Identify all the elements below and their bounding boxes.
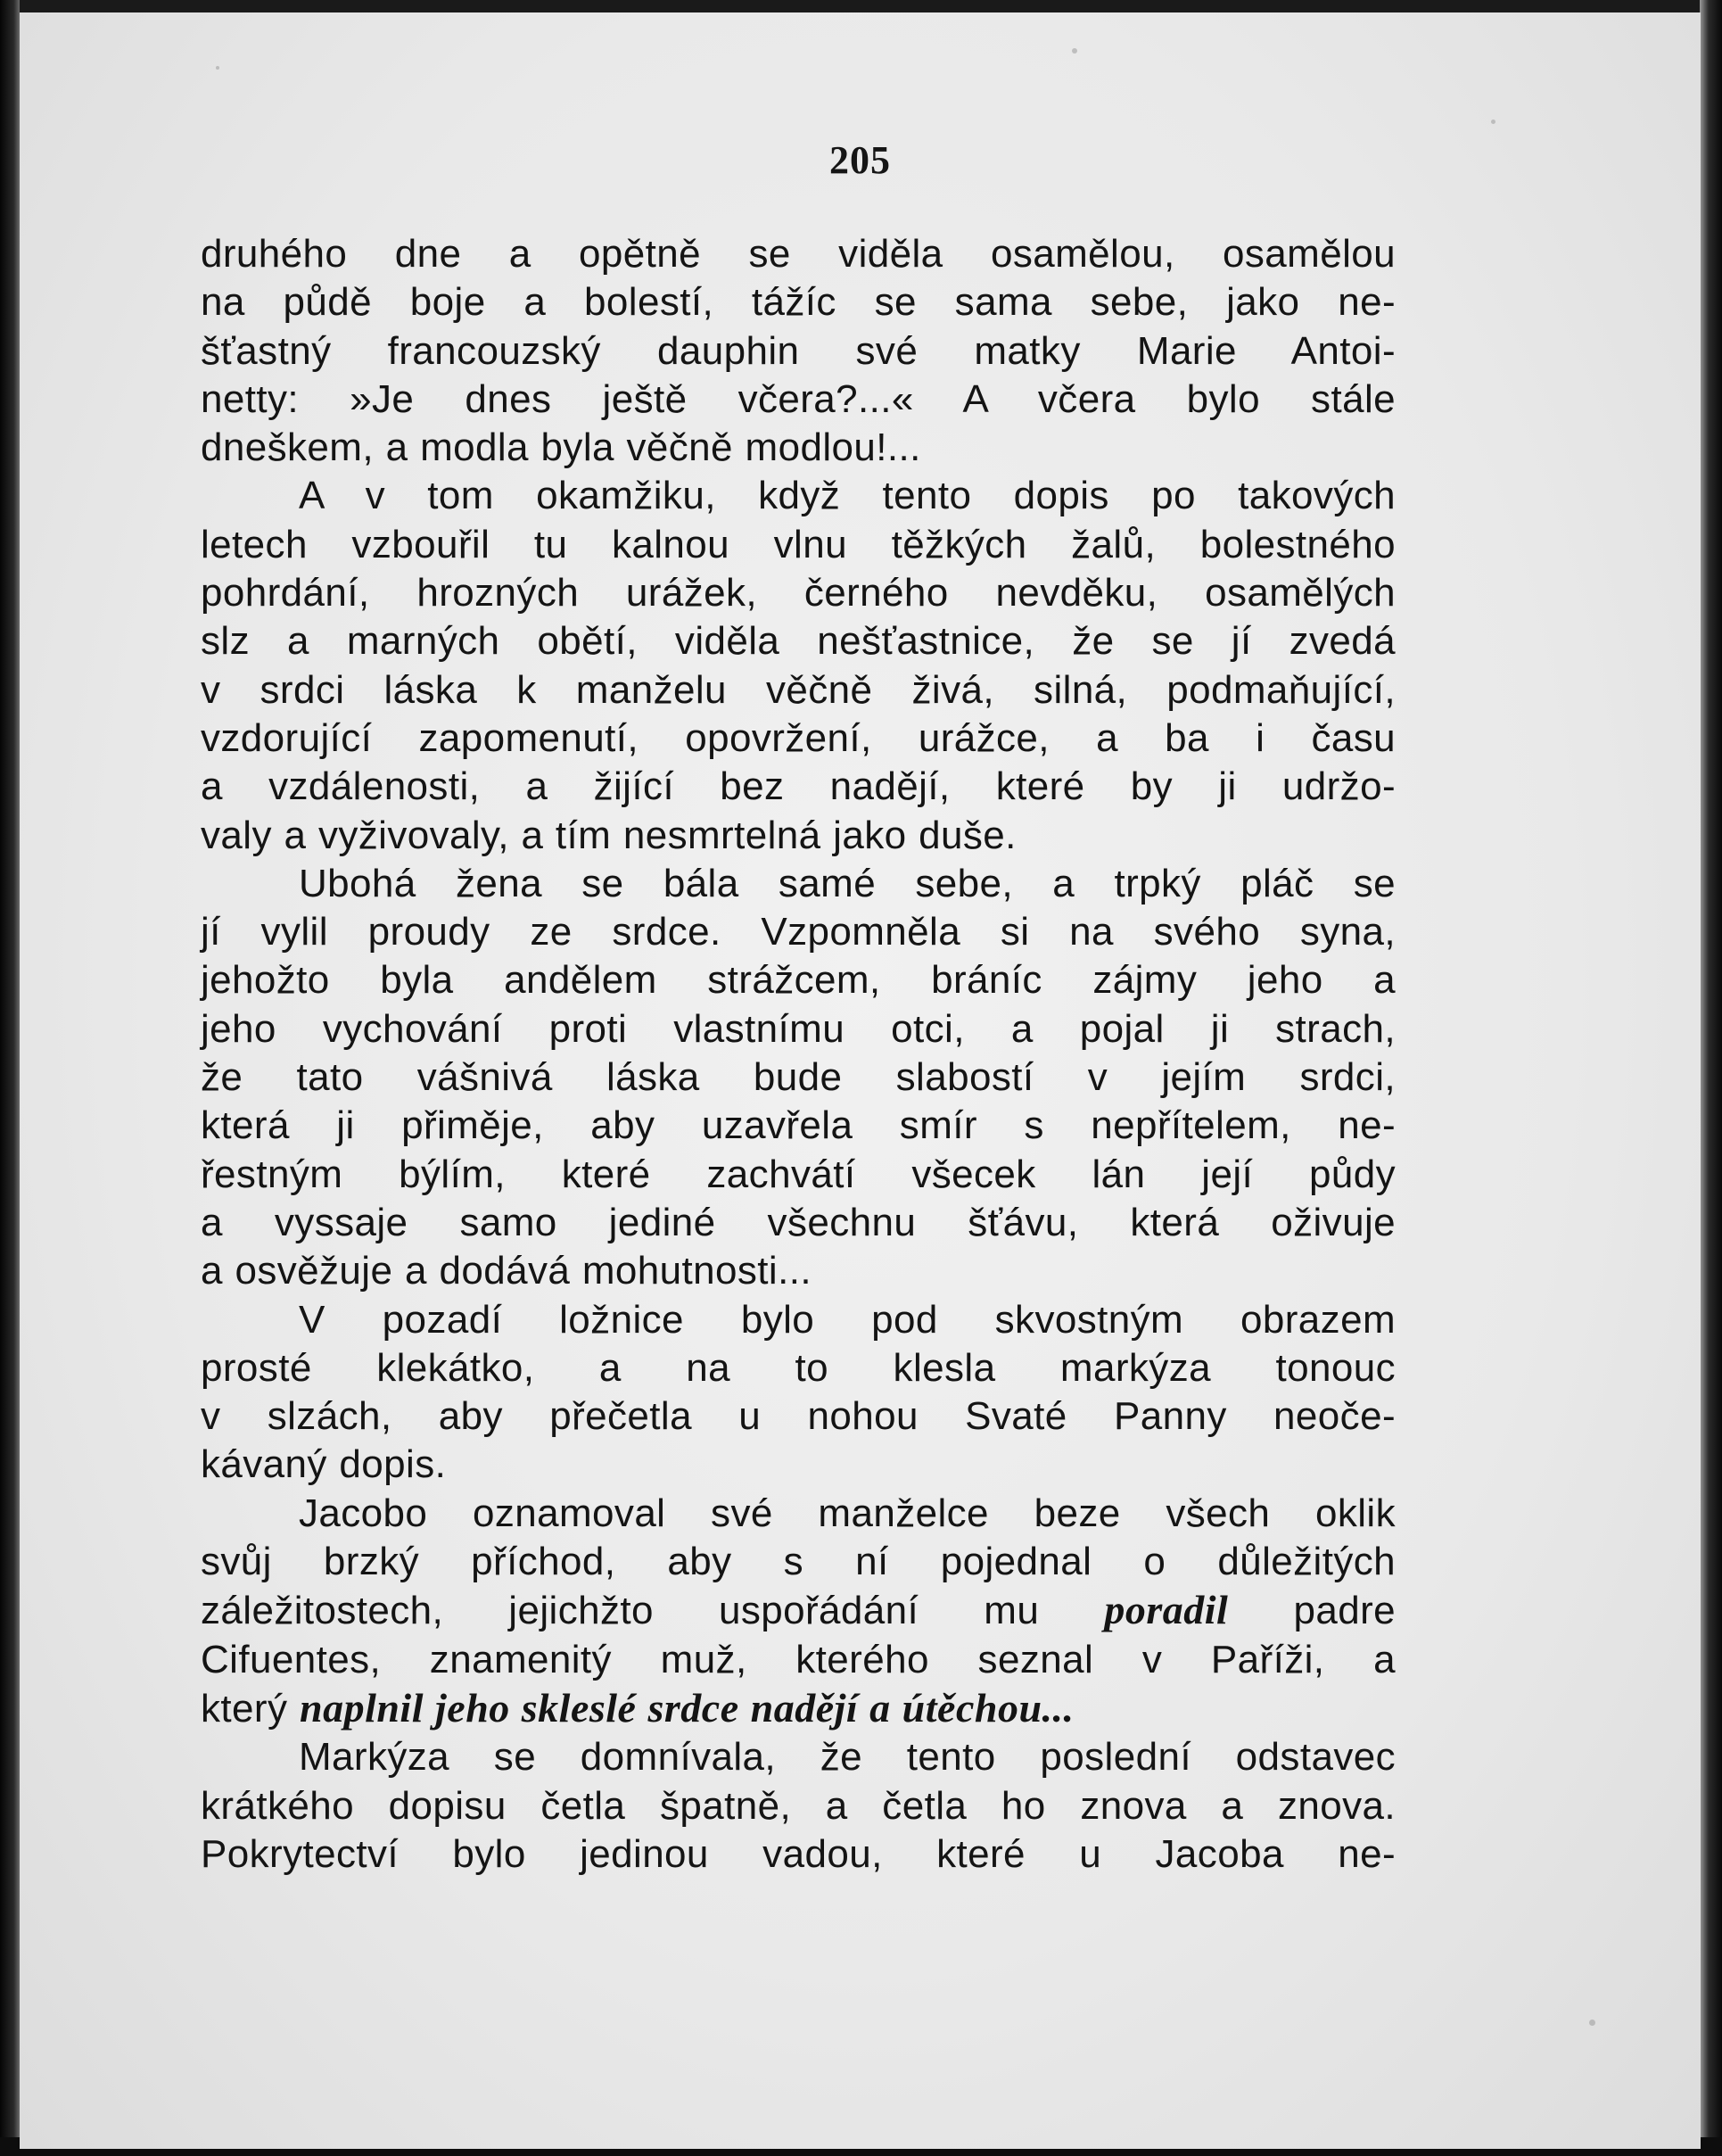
paper-speck: [216, 66, 219, 70]
text-line: Cifuentes, znamenitý muž, kterého seznal v Paříži, a: [201, 1637, 1396, 1681]
paragraph: [201, 472, 1396, 859]
scan-right-edge: [1700, 0, 1722, 2156]
text-line: a osvěžuje a dodává mohutnosti...: [201, 1249, 812, 1293]
text-line: netty: »Je dnes ještě včera?...« A včera bylo stále: [201, 376, 1396, 421]
text-line: valy a vyživovaly, a tím nesmrtelná jako duše.: [201, 813, 1017, 857]
text-line: A v tom okamžiku, když tento dopis po takových: [299, 474, 1396, 518]
text-line: Ubohá žena se bála samé sebe, a trpký pláč se: [299, 861, 1396, 905]
emphasis-text: naplnil jeho skleslé srdce nadějí a útěchou...: [299, 1684, 1075, 1731]
text-line: dneškem, a modla byla věčně modlou!...: [201, 425, 921, 470]
text-line: v slzách, aby přečetla u nohou Svaté Panny neoče-: [201, 1394, 1396, 1439]
paragraph: [201, 860, 1396, 1296]
text-line: krátkého dopisu četla špatně, a četla ho znova a znova.: [201, 1783, 1396, 1828]
paragraph: [201, 1490, 1396, 1733]
text-line: a vyssaje samo jediné všechnu šťávu, která oživuje: [201, 1200, 1396, 1244]
text-line: jeho vychování proti vlastnímu otci, a pojal ji strach,: [201, 1006, 1396, 1051]
text-line: na půdě boje a bolestí, tážíc se sama sebe, jako ne-: [201, 280, 1396, 325]
scan-left-edge: [0, 0, 20, 2156]
text-line: Markýza se domnívala, že tento poslední odstavec: [299, 1735, 1396, 1780]
paragraph: [201, 1733, 1396, 1879]
body-text: [201, 230, 1396, 1879]
paper-speck: [1589, 2020, 1595, 2026]
text-line: vzdorující zapomenutí, opovržení, urážce, a ba i času: [201, 715, 1396, 760]
text-line: prosté klekátko, a na to klesla markýza tonouc: [201, 1345, 1396, 1390]
emphasis-text: poradil: [1104, 1587, 1229, 1633]
text-line: druhého dne a opětně se viděla osamělou, osamělou: [201, 232, 1396, 276]
text-line: který naplnil jeho skleslé srdce nadějí a útěchou...: [201, 1684, 1075, 1731]
text-line: letech vzbouřil tu kalnou vlnu těžkých žalů, bolestného: [201, 522, 1396, 566]
paragraph: [201, 1296, 1396, 1490]
text-line: Pokrytectví bylo jedinou vadou, které u Jacoba ne-: [201, 1831, 1396, 1876]
paper-speck: [1491, 120, 1495, 124]
text-line: pohrdání, hrozných urážek, černého nevděku, osamělých: [201, 571, 1396, 615]
text-line: řestným býlím, které zachvátí všecek lán její půdy: [201, 1152, 1396, 1196]
text-line: šťastný francouzský dauphin své matky Marie Antoi-: [201, 328, 1396, 373]
text-line: jí vylil proudy ze srdce. Vzpomněla si na svého syna,: [201, 910, 1396, 954]
text-line: záležitostech, jejichžto uspořádání mu poradil padre: [201, 1587, 1396, 1633]
page-number: 205: [829, 138, 891, 182]
text-line: v srdci láska k manželu věčně živá, silná, podmaňující,: [201, 667, 1396, 712]
text-line: V pozadí ložnice bylo pod skvostným obrazem: [299, 1297, 1396, 1342]
text-line: která ji přiměje, aby uzavřela smír s nepřítelem, ne-: [201, 1103, 1396, 1148]
text-line: kávaný dopis.: [201, 1442, 447, 1487]
text-line: a vzdálenosti, a žijící bez nadějí, které by ji udržo-: [201, 764, 1396, 809]
paper-speck: [1072, 48, 1077, 54]
text-line: slz a marných obětí, viděla nešťastnice, že se jí zvedá: [201, 619, 1396, 664]
text-line: jehožto byla andělem strážcem, bráníc zájmy jeho a: [201, 958, 1396, 1003]
text-line: že tato vášnivá láska bude slabostí v jejím srdci,: [201, 1055, 1396, 1100]
text-line: Jacobo oznamoval své manželce beze všech oklik: [299, 1491, 1396, 1535]
text-line: svůj brzký příchod, aby s ní pojednal o důležitých: [201, 1540, 1396, 1584]
book-page: [20, 12, 1701, 2149]
paragraph: [201, 230, 1396, 472]
